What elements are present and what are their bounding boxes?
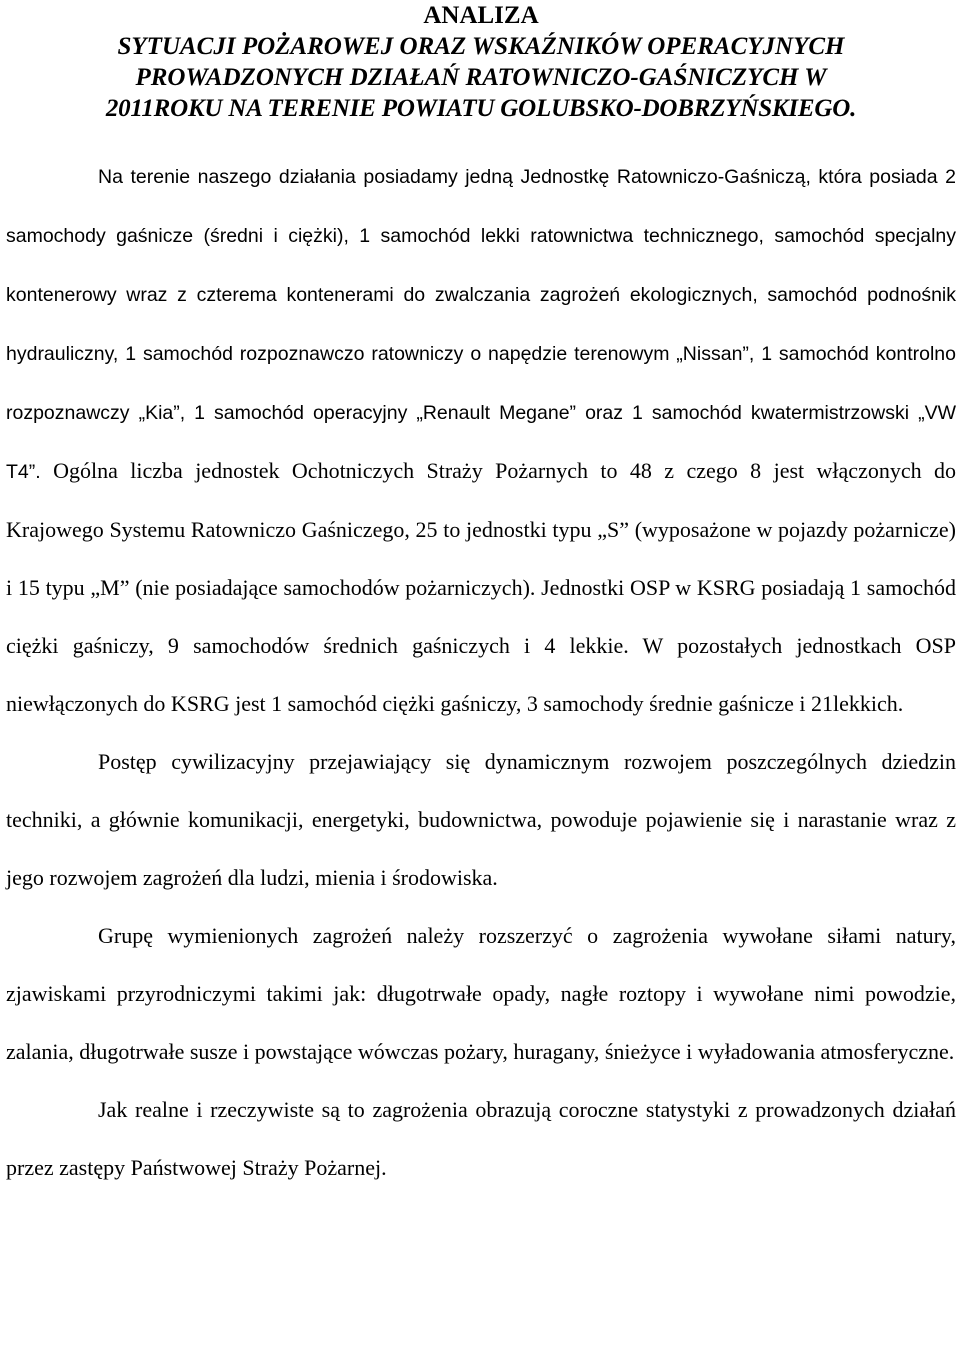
paragraph-units-osp-text: Ogólna liczba jednostek Ochotniczych Straży Pożarnych to 48 z czego 8 jest włączonych do Krajowego Systemu Ratowniczo Gaśniczego, 25 to jednostki typu „S” (wyposażone w pojazdy pożarnicze) i 15 typu „M” (nie posiadające samochodów pożarniczych). Jednostki OSP w KSRG posiadają 1 samochód ciężki gaśniczy, 9 samochodów średnich gaśniczych i 4 lekkie. W pozostałych jednostkach OSP niewłączonych do KSRG jest 1 samochód ciężki gaśniczy, 3 samochody średnie gaśnicze i 21lekkich. [6, 458, 957, 716]
title-line-4: 2011ROKU NA TERENIE POWIATU GOLUBSKO-DOBRZYŃSKIEGO. [105, 95, 857, 122]
document-page [6, 0, 956, 1197]
paragraph-units [6, 147, 956, 733]
title-line-2: SYTUACJI POŻAROWEJ ORAZ WSKAŹNIKÓW OPERACYJNYCH [117, 33, 845, 60]
title-line-3: PROWADZONYCH DZIAŁAŃ RATOWNICZO-GAŚNICZYCH W [135, 64, 827, 91]
document-title [6, 0, 956, 124]
paragraph-units-sans-text: Na terenie naszego działania posiadamy jedną Jednostkę Ratowniczo-Gaśniczą, która posiada 2 samochody gaśnicze (średni i ciężki), 1 samochód lekki ratownictwa technicznego, samochód specjalny kontenerowy wraz z czterema kontenerami do zwalczania zagrożeń ekologicznych, samochód podnośnik hydrauliczny, 1 samochód rozpoznawczo ratowniczy o napędzie terenowym „Nissan”, 1 samochód kontrolno rozpoznawczy „Kia”, 1 samochód operacyjny „Renault Megane” oraz 1 samochód kwatermistrzowski „VW T4”. [6, 166, 956, 483]
paragraph-natural-threats: Grupę wymienionych zagrożeń należy rozszerzyć o zagrożenia wywołane siłami natury, zjawiskami przyrodniczymi takimi jak: długotrwałe opady, nagłe roztopy i wywołane nimi powodzie, zalania, długotrwałe susze i powstające wówczas pożary, huragany, śnieżyce i wyładowania atmosferyczne. [6, 923, 956, 1064]
paragraph-progress: Postęp cywilizacyjny przejawiający się dynamicznym rozwojem poszczególnych dziedzin techniki, a głównie komunikacji, energetyki, budownictwa, powoduje pojawienie się i narastanie wraz z jego rozwojem zagrożeń dla ludzi, mienia i środowiska. [6, 749, 956, 890]
paragraph-statistics: Jak realne i rzeczywiste są to zagrożenia obrazują coroczne statystyki z prowadzonych działań przez zastępy Państwowej Straży Pożarnej. [6, 1097, 956, 1180]
title-line-1: ANALIZA [423, 2, 539, 29]
